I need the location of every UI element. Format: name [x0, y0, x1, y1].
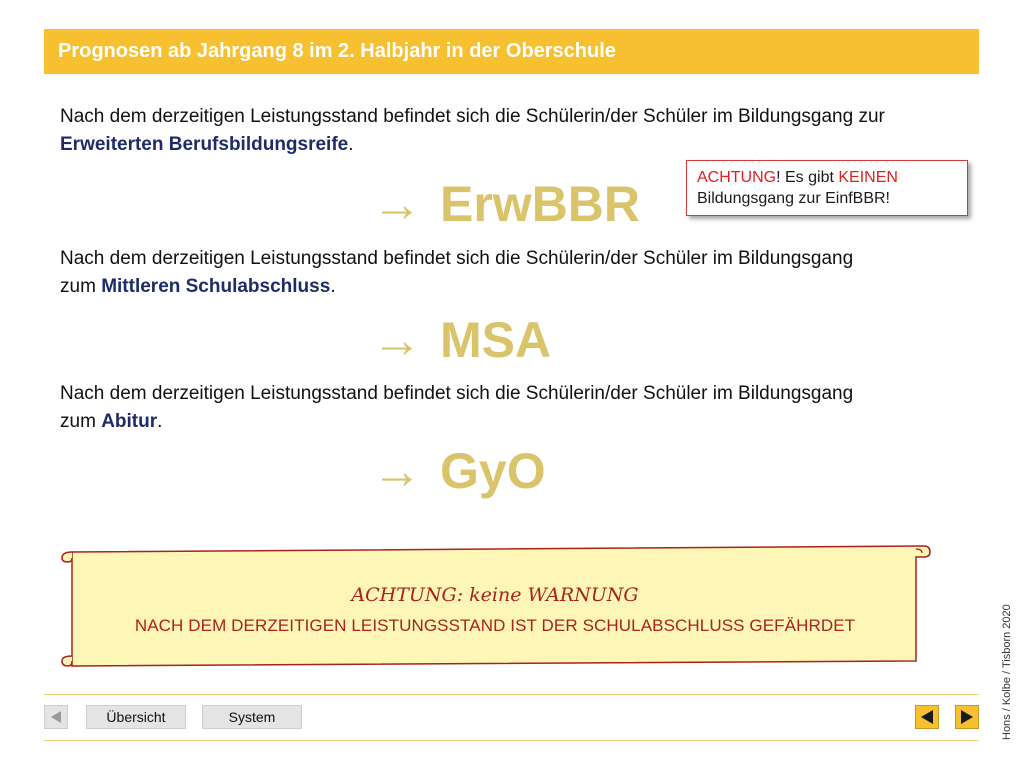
triangle-right-icon	[959, 709, 975, 725]
prognosis-intro: Nach dem derzeitigen Leistungsstand befindet sich die Schülerin/der Schüler im Bildungsgang zum	[60, 248, 854, 297]
title-bar	[44, 29, 979, 74]
prognosis-text-gyo	[60, 380, 890, 436]
prognosis-suffix: .	[157, 411, 163, 432]
previous-slide-button[interactable]	[915, 705, 939, 729]
prognosis-emphasis: Erweiterten Berufsbildungsreife	[60, 134, 349, 155]
result-erwbbr	[372, 174, 640, 234]
prognosis-intro: Nach dem derzeitigen Leistungsstand befindet sich die Schülerin/der Schüler im Bildungsgang zum	[60, 383, 854, 432]
system-button[interactable]: System	[202, 705, 302, 729]
arrow-right-icon: →	[372, 312, 422, 368]
footer-divider-bottom	[44, 740, 979, 741]
warning-achtung: ACHTUNG	[697, 169, 777, 186]
page-title: Prognosen ab Jahrgang 8 im 2. Halbjahr in der Oberschule	[58, 40, 616, 62]
warning-box	[686, 160, 968, 216]
prognosis-emphasis: Mittleren Schulabschluss	[101, 276, 331, 297]
prognosis-text-msa	[60, 245, 890, 301]
warning-text-2: Bildungsgang zur EinfBBR!	[697, 190, 890, 207]
warning-scroll	[58, 544, 932, 669]
prognosis-intro: Nach dem derzeitigen Leistungsstand befindet sich die Schülerin/der Schüler im Bildungsgang zur	[60, 106, 885, 127]
warning-keinen: KEINEN	[838, 169, 898, 186]
prognosis-suffix: .	[330, 276, 336, 297]
prognosis-emphasis: Abitur	[101, 411, 158, 432]
arrow-right-icon: →	[372, 443, 422, 499]
prognosis-text-erwbbr	[60, 103, 890, 159]
result-label: MSA	[440, 312, 552, 368]
overview-button[interactable]: Übersicht	[86, 705, 186, 729]
next-slide-button[interactable]	[955, 705, 979, 729]
prognosis-suffix: .	[348, 134, 354, 155]
scroll-subtitle: NACH DEM DERZEITIGEN LEISTUNGSSTAND IST DER SCHULABSCHLUSS GEFÄHRDET	[134, 616, 856, 635]
warning-text-1: ! Es gibt	[776, 169, 839, 186]
result-label: ErwBBR	[440, 176, 641, 232]
footer-divider-top	[44, 694, 979, 695]
result-label: GyO	[440, 443, 546, 499]
result-msa	[372, 310, 551, 370]
triangle-left-icon	[49, 710, 63, 724]
author-credit: Hons / Kolbe / Tisborn 2020	[1001, 604, 1013, 740]
result-gyo	[372, 441, 546, 501]
scroll-shape	[58, 544, 932, 669]
triangle-left-icon	[919, 709, 935, 725]
back-button[interactable]	[44, 705, 68, 729]
scroll-title: ACHTUNG: keine WARNUNG	[351, 584, 639, 606]
arrow-right-icon: →	[372, 176, 422, 232]
